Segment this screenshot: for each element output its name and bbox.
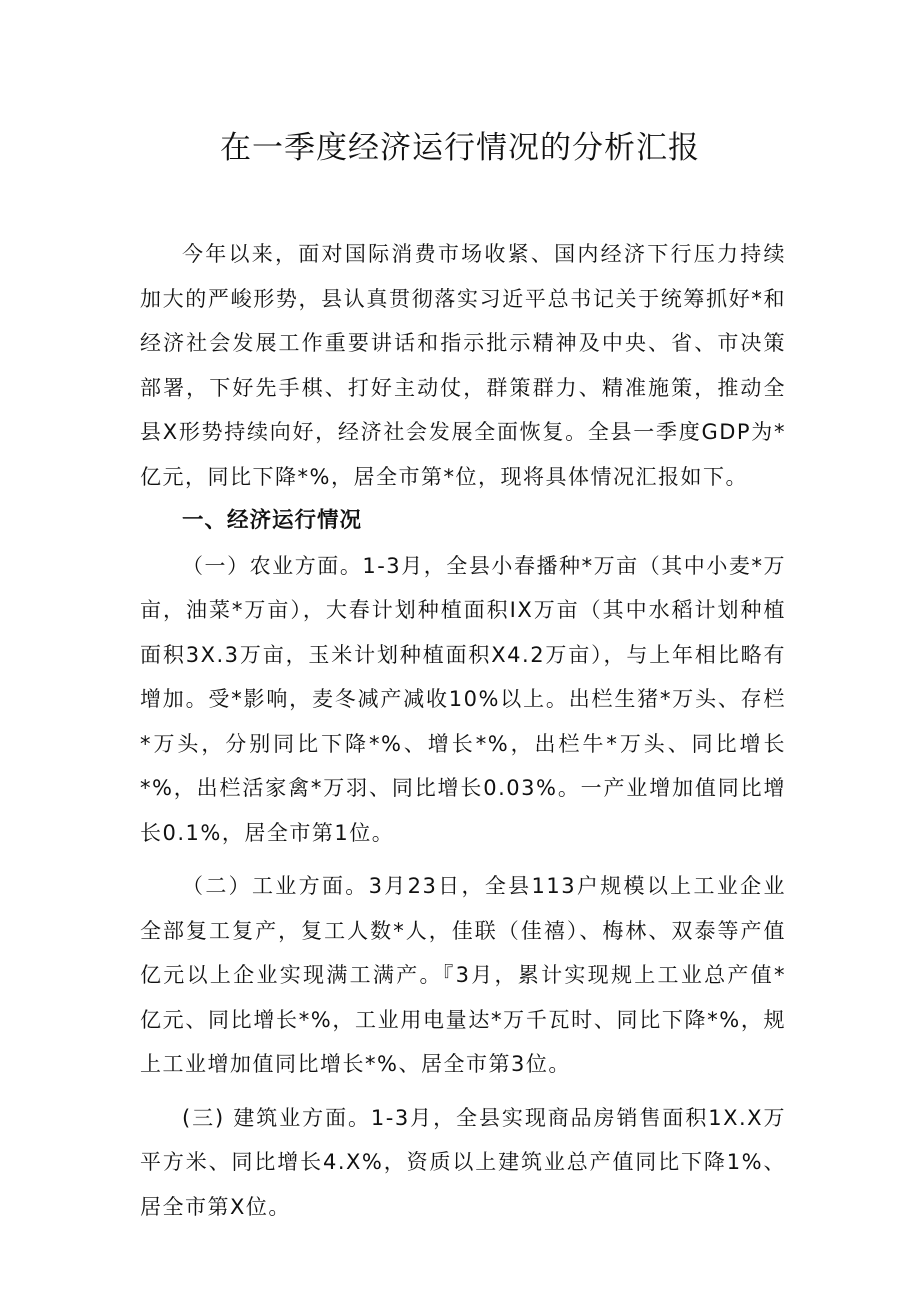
section-heading-economic-operation: 一、经济运行情况 xyxy=(182,508,363,533)
agriculture-paragraph: （一）农业方面。1-3月，全县小春播种*万亩（其中小麦*万亩，油菜*万亩），大春计划种植面积IX万亩（其中水稻计划种植面积3X.3万亩，玉米计划种植面积X4.2万亩），与上年相比略有增加。受*影响，麦冬减产减收10%以上。出栏生猪*万头、存栏*万头，分别同比下降*%、增长*%，出栏牛*万头、同比增长*%，出栏活家禽*万羽、同比增长0.03%。一产业增加值同比增长0.1%，居全市第1位。 xyxy=(140,553,786,845)
intro-paragraph: 今年以来，面对国际消费市场收紧、国内经济下行压力持续加大的严峻形势，县认真贯彻落实习近平总书记关于统筹抓好*和经济社会发展工作重要讲话和指示批示精神及中央、省、市决策部署，下好先手棋、打好主动仗，群策群力、精准施策，推动全县X形势持续向好，经济社会发展全面恢复。全县一季度GDP为*亿元，同比下降*%，居全市第*位，现将具体情况汇报如下。 xyxy=(140,242,786,489)
document-body xyxy=(140,232,786,1229)
construction-paragraph: (三) 建筑业方面。1-3月，全县实现商品房销售面积1X.X万平方米、同比增长4.X%，资质以上建筑业总产值同比下降1%、居全市第X位。 xyxy=(140,1105,786,1219)
industry-paragraph: （二）工业方面。3月23日，全县113户规模以上工业企业全部复工复产，复工人数*人，佳联（佳禧）、梅林、双泰等产值亿元以上企业实现满工满产。『3月，累计实现规上工业总产值*亿元、同比增长*%，工业用电量达*万千瓦时、同比下降*%，规上工业增加值同比增长*%、居全市第3位。 xyxy=(140,874,786,1076)
document-title: 在一季度经济运行情况的分析汇报 xyxy=(220,130,700,166)
